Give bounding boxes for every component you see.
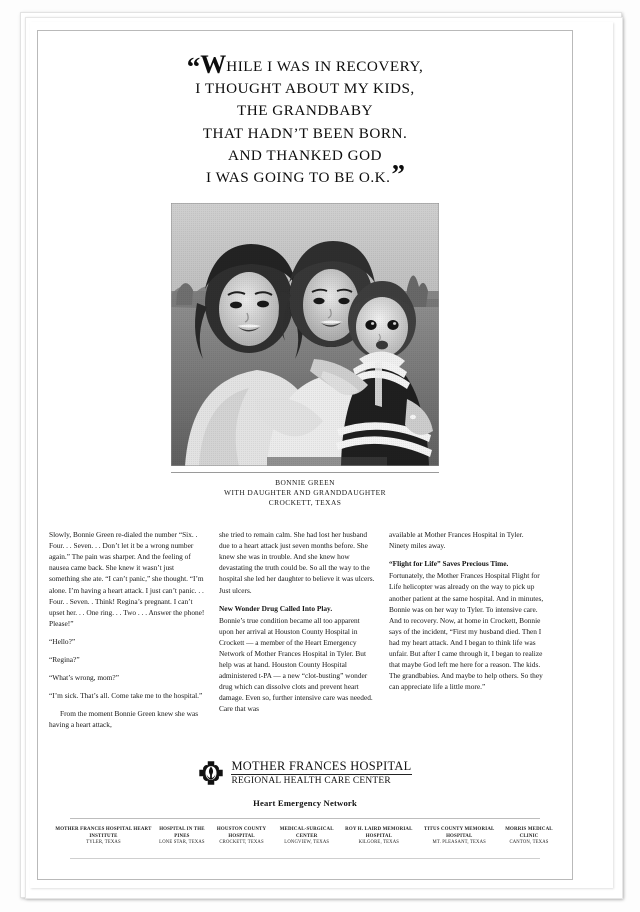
- facility-city: MT. PLEASANT, TEXAS: [432, 840, 486, 845]
- family-photograph: [171, 203, 439, 466]
- page-content: [37, 30, 573, 880]
- section-subheading: “Flight for Life” Saves Precious Time.: [389, 559, 509, 569]
- headline-line-4: THAT HADN’T BEEN BORN.: [202, 124, 408, 142]
- column-1: [49, 529, 205, 729]
- list-item: [212, 827, 271, 846]
- paragraph: Slowly, Bonnie Green re-dialed the number “Six. . Four. . . Seven. . . Don’t let it be a wrong number again.” The pain was sharper. And the feeling of nausea came back. She knew it wasn’t just something she ate. “I can’t panic,” she thought. “I’m alone. I’m having a heart attack. I just can’t panic. . . Four. . Seven. . Think! Regina’s pregnant. I can’t upset her. . . One ring. . . Two . . . Answer the phone! Please!”: [49, 530, 205, 628]
- caption-line-1: BONNIE GREEN: [275, 478, 335, 488]
- facility-city: KILGORE, TEXAS: [358, 840, 400, 845]
- logo-wordmark: [231, 760, 411, 787]
- facility-city: TYLER, TEXAS: [86, 840, 121, 845]
- paragraph: From the moment Bonnie Green knew she was having a heart attack,: [49, 708, 199, 729]
- footer-top-rule: [70, 818, 540, 819]
- facility-city: CROCKETT, TEXAS: [219, 840, 264, 845]
- facility-name: MOTHER FRANCES HOSPITAL HEART INSTITUTE: [55, 827, 152, 839]
- headline-line-2: I THOUGHT ABOUT MY KIDS,: [195, 80, 415, 98]
- dialogue-line: “Hello?”: [49, 636, 76, 646]
- facility-name: HOUSTON COUNTY HOSPITAL: [216, 827, 267, 839]
- column-3: [389, 529, 545, 691]
- headline-quote: [95, 50, 515, 189]
- caption-divider-rule: [171, 472, 439, 473]
- facility-name: TITUS COUNTY MEMORIAL HOSPITAL: [424, 827, 495, 839]
- facility-name: MEDICAL-SURGICAL CENTER: [279, 827, 334, 839]
- list-item: [277, 827, 336, 846]
- cross-flame-icon: [198, 760, 224, 786]
- facility-city: LONE STAR, TEXAS: [159, 840, 205, 845]
- paragraph: available at Mother Frances Hospital in Tyler. Ninety miles away.: [389, 530, 524, 551]
- dialogue-line: “Regina?”: [49, 654, 80, 664]
- article-columns: [49, 529, 561, 729]
- caption-line-2: WITH DAUGHTER AND GRANDDAUGHTER: [224, 487, 386, 497]
- caption-line-3: CROCKETT, TEXAS: [268, 497, 342, 507]
- paragraph: Fortunately, the Mother Frances Hospital Flight for Life helicopter was already on the way to pick up another patient at the same hospital. And in minutes, Bonnie was on her way to Tyler. To intensive care. And to recovery. Now, at home in Crockett, Bonnie says of the incident, “First my husband died. Then I had my heart attack. And I began to think life was unfair. But after I came through it, I began to realize that maybe God left me here for a reason. The kids. The grandbabies. And maybe to help others. So they can appreciate life a little more.”: [389, 571, 544, 691]
- hospital-logo: [37, 760, 573, 787]
- footer-bottom-rule: [70, 858, 540, 859]
- column-2: [219, 529, 375, 713]
- logo-name-line: MOTHER FRANCES HOSPITAL: [231, 758, 412, 773]
- paragraph: she tried to remain calm. She had lost her husband due to a heart attack just seven months before. She knew she was in trouble. And she knew how devastating the truth could be. So all the way to the hospital she led her daughter to believe it was ulcers. Just ulcers.: [219, 530, 375, 595]
- headline-line-1: [95, 50, 515, 82]
- headline-dropcap: W: [200, 50, 227, 79]
- headline-line-1-text: HILE I WAS IN RECOVERY,: [226, 58, 424, 75]
- close-quote-mark: ”: [391, 158, 404, 189]
- list-item: [55, 827, 152, 846]
- paragraph: Bonnie’s true condition became all too apparent upon her arrival at Houston County Hospital in Crockett — a member of the Heart Emergency Network of Mother Frances Hospital in Tyler. But help was at hand. Houston County Hospital administered t-PA — a new “clot-busting” wonder drug which can dissolve clots and prevent heart damage. Even so, further intensive care was needed. Care that was: [219, 615, 373, 713]
- dialogue-line: “What’s wrong, mom?”: [49, 672, 119, 682]
- headline-line-3: THE GRANDBABY: [236, 102, 374, 120]
- photo-caption: [171, 478, 439, 507]
- facility-name: MORRIS MEDICAL CLINIC: [505, 827, 553, 839]
- section-subheading: New Wonder Drug Called Into Play.: [219, 603, 333, 613]
- list-item: [158, 827, 206, 846]
- facility-city: LONGVIEW, TEXAS: [284, 840, 330, 845]
- headline-line-6: [95, 158, 515, 189]
- logo-tagline-line: REGIONAL HEALTH CARE CENTER: [231, 776, 391, 787]
- affiliated-facilities-list: [55, 827, 555, 846]
- open-quote-mark: “: [186, 52, 200, 82]
- facility-name: ROY H. LAIRD MEMORIAL HOSPITAL: [345, 827, 413, 839]
- network-title: Heart Emergency Network: [253, 798, 357, 809]
- facility-city: CANTON, TEXAS: [509, 840, 549, 845]
- list-item: [342, 827, 415, 846]
- facility-name: HOSPITAL IN THE PINES: [159, 827, 205, 839]
- photo-block: [171, 203, 439, 507]
- dialogue-line: “I’m sick. That’s all. Come take me to the hospital.”: [49, 690, 203, 700]
- headline-line-6-text: I WAS GOING TO BE O.K.: [206, 168, 391, 186]
- list-item: [421, 827, 497, 846]
- list-item: [503, 827, 555, 846]
- headline-line-5: AND THANKED GOD: [227, 146, 383, 164]
